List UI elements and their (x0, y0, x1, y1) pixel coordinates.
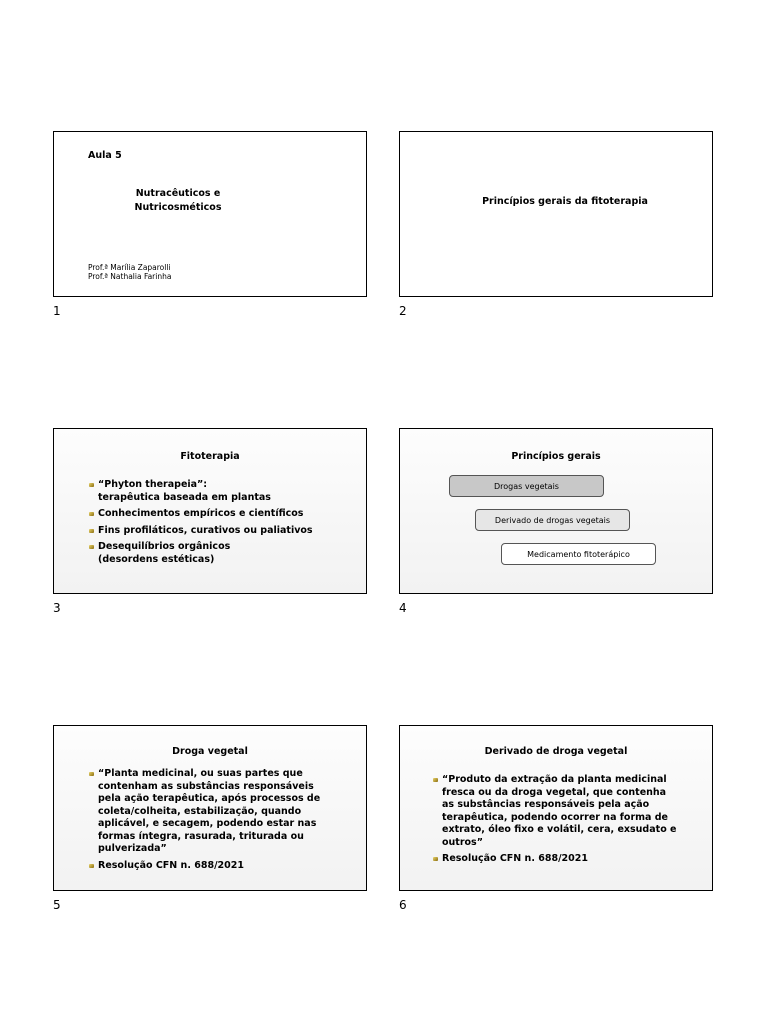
list-item: “Produto da extração da planta medicinal fresca ou da droga vegetal, que contenha as substâncias responsáveis pela ação terapêutica, podendo ocorrer na forma de extrato, óleo fixo e volátil, cera, exsudato e outros” (433, 774, 676, 849)
slide-4-title: Princípios gerais (511, 451, 601, 462)
slide-5 (53, 725, 367, 891)
box-drogas-vegetais: Drogas vegetais (449, 475, 604, 497)
slide-5-title: Droga vegetal (172, 746, 248, 757)
title-line-1: Nutracêuticos e (135, 188, 221, 199)
box-derivado-drogas-vegetais: Derivado de drogas vegetais (475, 509, 630, 531)
bullet-icon (89, 529, 94, 533)
slide-3 (53, 428, 367, 594)
title-line-2: Nutricosméticos (134, 202, 222, 213)
slide-6-title: Derivado de droga vegetal (484, 746, 628, 757)
bullet-icon (89, 772, 94, 776)
slide-number-4: 4 (399, 601, 407, 615)
list-item: Resolução CFN n. 688/2021 (433, 853, 676, 866)
list-item: Resolução CFN n. 688/2021 (89, 860, 320, 873)
slide-4 (399, 428, 713, 594)
author-2: Prof.ª Nathalia Farinha (88, 272, 172, 281)
slide-3-title: Fitoterapia (180, 451, 240, 462)
bullet-icon (433, 778, 438, 782)
slide-6-bullets (433, 774, 676, 870)
slide-5-bullets (89, 768, 320, 876)
slide-number-6: 6 (399, 898, 407, 912)
slide-number-1: 1 (53, 304, 61, 318)
bullet-icon (89, 512, 94, 516)
slide-number-2: 2 (399, 304, 407, 318)
list-item: Fins profiláticos, curativos ou paliativos (89, 525, 313, 538)
list-item: Desequilíbrios orgânicos (desordens estéticas) (89, 541, 313, 566)
list-item: “Planta medicinal, ou suas partes que contenham as substâncias responsáveis pela ação terapêutica, após processos de coleta/colheita, estabilização, quando aplicável, e secagem, podendo estar nas formas íntegra, rasurada, triturada ou pulverizada” (89, 768, 320, 856)
slide-number-3: 3 (53, 601, 61, 615)
bullet-icon (89, 545, 94, 549)
author-1: Prof.ª Marília Zaparolli (88, 263, 171, 272)
slide-2-title: Princípios gerais da fitoterapia (482, 196, 648, 207)
list-item: “Phyton therapeia”: terapêutica baseada em plantas (89, 479, 313, 504)
slide-3-bullets (89, 479, 313, 570)
list-item: Conhecimentos empíricos e científicos (89, 508, 313, 521)
bullet-icon (433, 857, 438, 861)
bullet-icon (89, 864, 94, 868)
slide-2 (399, 131, 713, 297)
box-medicamento-fitoterapico: Medicamento fitoterápico (501, 543, 656, 565)
bullet-icon (89, 483, 94, 487)
lesson-label: Aula 5 (88, 150, 122, 161)
slide-number-5: 5 (53, 898, 61, 912)
slide-6 (399, 725, 713, 891)
slide-1 (53, 131, 367, 297)
